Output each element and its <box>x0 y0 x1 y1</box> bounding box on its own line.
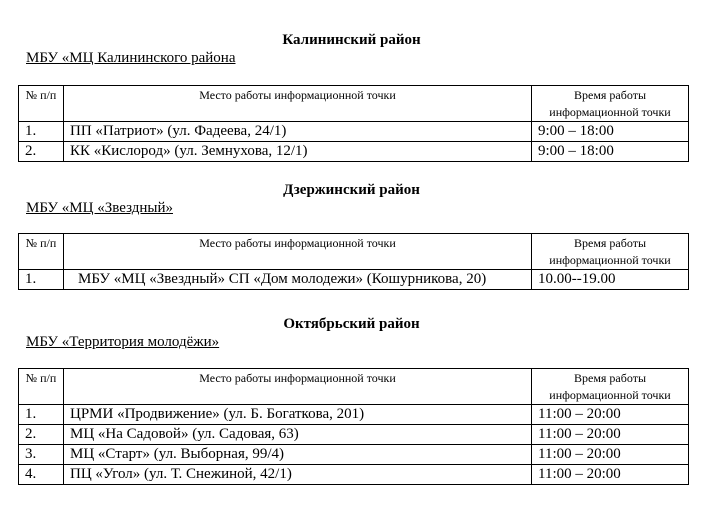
table-row <box>19 270 689 290</box>
row-time: 11:00 – 20:00 <box>532 425 689 445</box>
header-place: Место работы информационной точки <box>64 234 532 270</box>
row-time: 11:00 – 20:00 <box>532 465 689 485</box>
table-row <box>19 425 689 445</box>
district-title: Дзержинский район <box>283 182 420 198</box>
table-header-row <box>19 369 689 405</box>
organization-name: МБУ «МЦ «Звездный» <box>26 200 173 216</box>
header-num: № п/п <box>19 369 64 405</box>
header-time: Время работы информационной точки <box>532 234 689 270</box>
header-place: Место работы информационной точки <box>64 86 532 122</box>
row-time: 9:00 – 18:00 <box>532 122 689 142</box>
header-time: Время работы информационной точки <box>532 369 689 405</box>
row-number: 4. <box>19 465 64 485</box>
table-header-row <box>19 234 689 270</box>
district-title: Октябрьский район <box>283 316 420 332</box>
row-place: МБУ «МЦ «Звездный» СП «Дом молодежи» (Кошурникова, 20) <box>64 270 532 290</box>
table-row <box>19 445 689 465</box>
row-time: 9:00 – 18:00 <box>532 142 689 162</box>
row-time: 11:00 – 20:00 <box>532 445 689 465</box>
row-place: МЦ «На Садовой» (ул. Садовая, 63) <box>64 425 532 445</box>
row-place: ПЦ «Угол» (ул. Т. Снежиной, 42/1) <box>64 465 532 485</box>
table-row <box>19 465 689 485</box>
header-num: № п/п <box>19 86 64 122</box>
header-time: Время работы информационной точки <box>532 86 689 122</box>
row-number: 3. <box>19 445 64 465</box>
organization-name: МБУ «МЦ Калининского района <box>26 50 236 66</box>
table-header-row <box>19 86 689 122</box>
row-number: 1. <box>19 405 64 425</box>
table-row <box>19 122 689 142</box>
row-number: 1. <box>19 270 64 290</box>
info-points-table <box>18 368 689 485</box>
table-row <box>19 142 689 162</box>
table-row <box>19 405 689 425</box>
header-place: Место работы информационной точки <box>64 369 532 405</box>
row-place: КК «Кислород» (ул. Земнухова, 12/1) <box>64 142 532 162</box>
row-place: ЦРМИ «Продвижение» (ул. Б. Богаткова, 201) <box>64 405 532 425</box>
organization-name: МБУ «Территория молодёжи» <box>26 334 220 350</box>
row-time: 11:00 – 20:00 <box>532 405 689 425</box>
row-number: 1. <box>19 122 64 142</box>
row-number: 2. <box>19 425 64 445</box>
info-points-table <box>18 85 689 162</box>
header-num: № п/п <box>19 234 64 270</box>
row-time: 10.00--19.00 <box>532 270 689 290</box>
row-number: 2. <box>19 142 64 162</box>
district-title: Калининский район <box>282 32 421 48</box>
info-points-table <box>18 233 689 290</box>
row-place: ПП «Патриот» (ул. Фадеева, 24/1) <box>64 122 532 142</box>
row-place: МЦ «Старт» (ул. Выборная, 99/4) <box>64 445 532 465</box>
